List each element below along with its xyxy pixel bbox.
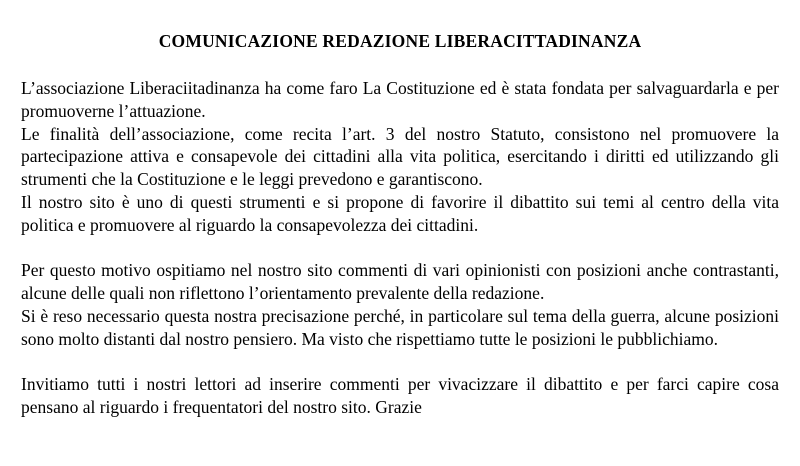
paragraph-statute-goals: Le finalità dell’associazione, come recita l’art. 3 del nostro Statuto, consistono nel promuovere la partecipazione attiva e consapevole dei cittadini alla vita politica, esercitando i diritti ed utilizzando gli strumenti che la Costituzione e le leggi prevedono e garantiscono.: [21, 123, 779, 190]
paragraph-clarification: Si è reso necessario questa nostra precisazione perché, in particolare sul tema della guerra, alcune posizioni sono molto distanti dal nostro pensiero. Ma visto che rispettiamo tutte le posizioni le pubblichiamo.: [21, 305, 779, 349]
paragraph-reader-invitation: Invitiamo tutti i nostri lettori ad inserire commenti per vivacizzare il dibattito e per farci capire cosa pensano al riguardo i frequentatori del nostro sito. Grazie: [21, 374, 779, 418]
paragraph-group-invitation: [21, 373, 779, 419]
paragraph-opinion-diversity: Per questo motivo ospitiamo nel nostro sito commenti di vari opinionisti con posizioni anche contrastanti, alcune delle quali non riflettono l’orientamento prevalente della redazione.: [21, 260, 779, 304]
paragraph-group-editorial-note: [21, 259, 779, 350]
paragraph-group-intro: [21, 77, 779, 237]
paragraph-site-purpose: Il nostro sito è uno di questi strumenti e si propone di favorire il dibattito sui temi al centro della vita politica e promuovere al riguardo la consapevolezza dei cittadini.: [21, 191, 779, 235]
document-title: COMUNICAZIONE REDAZIONE LIBERACITTADINANZA: [158, 31, 642, 51]
paragraph-association-mission: L’associazione Liberaciitadinanza ha come faro La Costituzione ed è stata fondata per salvaguardarla e per promuoverne l’attuazione.: [21, 78, 779, 121]
